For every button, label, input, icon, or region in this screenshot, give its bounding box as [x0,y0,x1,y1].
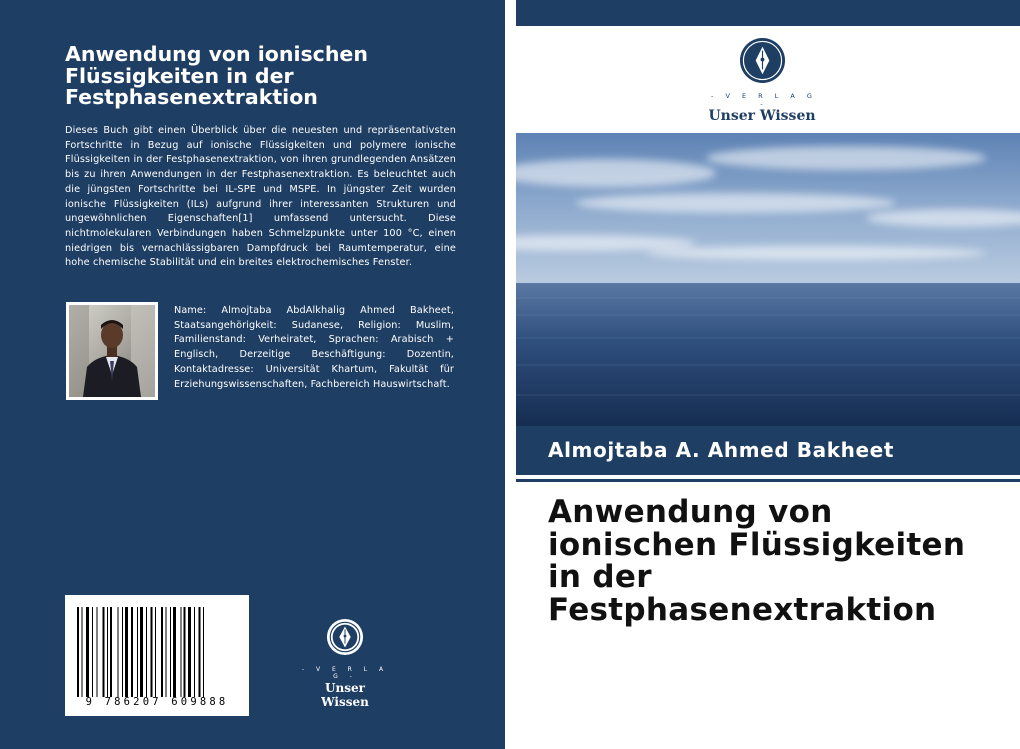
back-cover [0,0,505,749]
top-band [516,0,1020,26]
verlag-label: - V E R L A G - [711,92,817,108]
front-title: Anwendung von ionischen Flüssigkeiten in der Festphasenextraktion [548,494,966,628]
ocean-horizon-image [516,133,1020,426]
author-photo [66,302,158,400]
fountain-pen-icon [326,618,364,656]
publisher-logo-back [300,618,390,709]
isbn-barcode [65,595,249,716]
author-portrait-image [69,305,155,397]
barcode-icon [75,607,239,697]
divider-rule [516,479,1020,482]
publisher-logo-front [706,37,818,124]
fountain-pen-icon [739,37,786,84]
front-cover [516,0,1020,749]
author-band [516,426,1020,475]
front-author-name: Almojtaba A. Ahmed Bakheet [548,438,894,462]
publisher-name: Unser Wissen [708,108,816,124]
verlag-label: - V E R L A G - [301,666,389,680]
author-biography: Name: Almojtaba AbdAlkhalig Ahmed Bakheet, Staatsangehörigkeit: Sudanese, Religion: Muslim, Familienstand: Verheiratet, Sprachen: Arabisch + Englisch, Derzeitige Beschäftigung: Dozentin, Kontaktadresse: Universität Khartum, Fakultät für Erziehungswissenschaften, Fachbereich Hauswirtschaft. [174,305,454,390]
isbn-digits: 9 786207 609888 [85,696,229,708]
publisher-name: Unser Wissen [321,681,369,709]
back-title: Anwendung von ionischen Flüssigkeiten in der Festphasenextraktion [65,42,368,109]
book-description: Dieses Buch gibt einen Überblick über die neuesten und repräsentativsten Fortschritte in Bezug auf ionische Flüssigkeiten und polymere ionische Flüssigkeiten in der Festphasenextraktion, von ihren grundlegenden Ansätzen bis zu ihren Anwendungen in der Festphasenextraktion. Es beleuchtet auch die jüngsten Fortschritte bei IL-SPE und MSPE. In jüngster Zeit wurden ionische Flüssigkeiten (ILs) aufgrund ihrer interessanten Strukturen und ungewöhnlichen Eigenschaften[1] umfassend untersucht. Diese nichtmolekularen Verbindungen haben Schmelzpunkte unter 100 °C, einen niedrigen bis vernachlässigbaren Dampfdruck bei Raumtemperatur, eine hohe chemische Stabilität und ein breites elektrochemisches Fenster. [65,125,456,269]
